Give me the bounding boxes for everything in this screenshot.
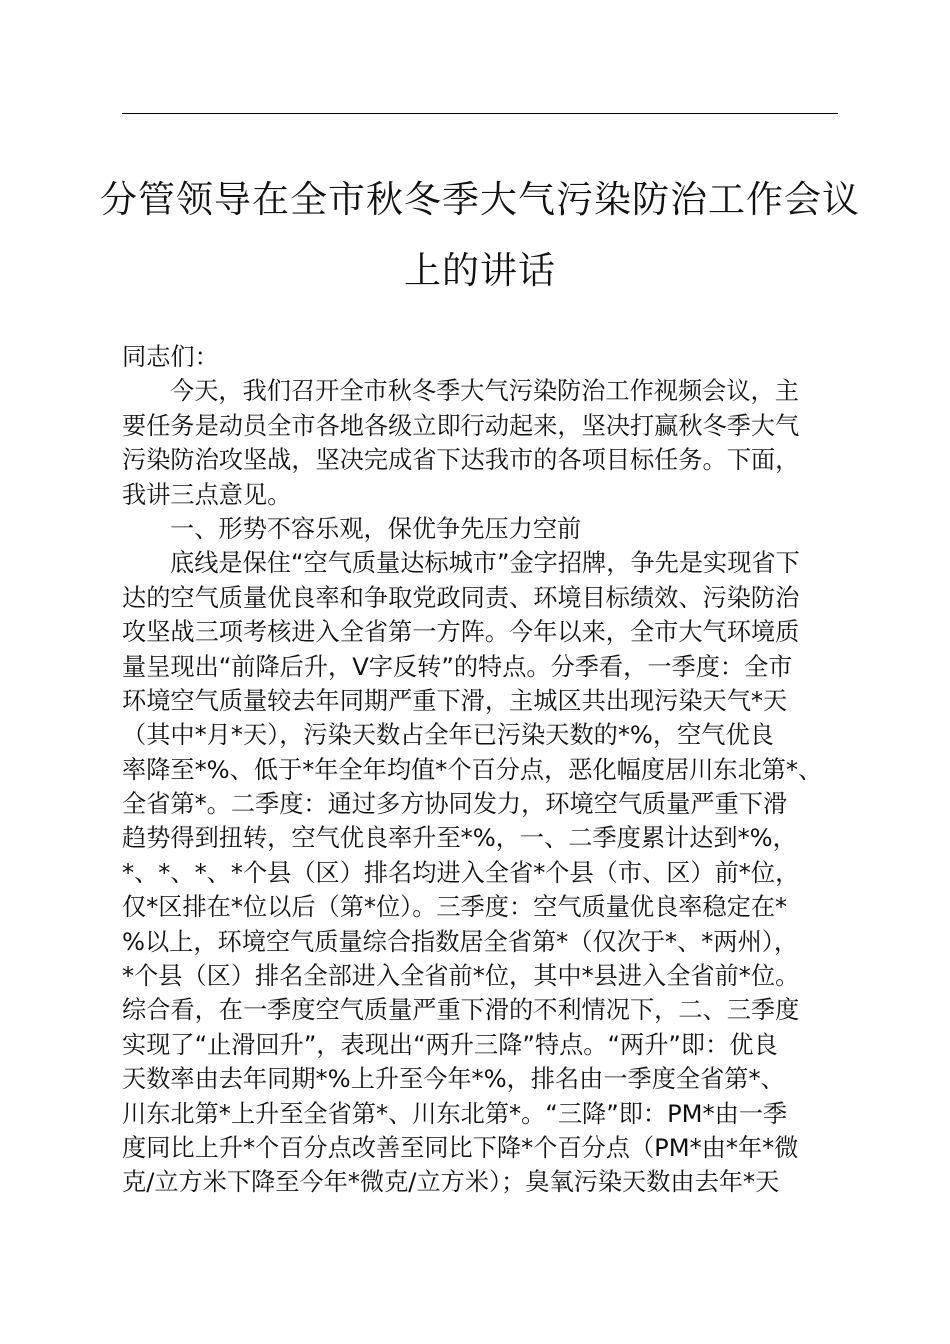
document-title-line-2: 上的讲话 [404, 249, 556, 292]
body-text-line: 量呈现出“前降后升，V字反转”的特点。分季看，一季度：全市 [122, 652, 793, 681]
body-text-line: 达的空气质量优良率和争取党政同责、环境目标绩效、污染防治 [122, 583, 800, 612]
body-text-line: 一、形势不容乐观，保优争先压力空前 [170, 514, 582, 543]
body-text-line: *个县（区）排名全部进入全省前*位，其中*县进入全省前*位。 [122, 962, 800, 991]
body-text-line: 天数率由去年同期*%上升至今年*%，排名由一季度全省第*、 [122, 1065, 785, 1094]
body-text-line: 全省第*。二季度：通过多方协同发力，环境空气质量严重下滑 [122, 790, 788, 819]
document-title-line-1: 分管领导在全市秋冬季大气污染防治工作会议 [100, 178, 860, 221]
body-text-line: 川东北第*上升至全省第*、川东北第*。“三降”即：PM*由一季 [122, 1099, 788, 1128]
body-text-line: 实现了“止滑回升”，表现出“两升三降”特点。“两升”即：优良 [122, 1030, 778, 1059]
body-text-line: 趋势得到扭转，空气优良率升至*%，一、二季度累计达到*%， [122, 824, 797, 853]
body-text-line: （其中*月*天），污染天数占全年已污染天数的*%，空气优良 [122, 721, 774, 750]
body-text-line: 今天，我们召开全市秋冬季大气污染防治工作视频会议，主 [170, 377, 799, 406]
body-text-line: %以上，环境空气质量综合指数居全省第*（仅次于*、*两州）， [122, 927, 799, 956]
salutation: 同志们： [122, 343, 219, 371]
body-text-line: 仅*区排在*位以后（第*位）。三季度：空气质量优良率稳定在* [122, 893, 788, 922]
body-text-line: *、*、*、*个县（区）排名均进入全省*个县（市、区）前*位， [122, 858, 800, 887]
document-body [122, 340, 842, 1200]
body-text-line: 攻坚战三项考核进入全省第一方阵。今年以来，全市大气环境质 [122, 618, 800, 647]
body-text-line: 要任务是动员全市各地各级立即行动起来，坚决打赢秋冬季大气 [122, 411, 800, 440]
body-text-line: 底线是保住“空气质量达标城市”金字招牌，争先是实现省下 [170, 549, 800, 578]
body-text-line: 克/立方米下降至今年*微克/立方米）；臭氧污染天数由去年*天 [122, 1168, 780, 1197]
body-text-line: 我讲三点意见。 [122, 480, 292, 509]
body-text-line: 综合看，在一季度空气质量严重下滑的不利情况下，二、三季度 [122, 996, 800, 1025]
body-text-line: 污染防治攻坚战，坚决完成省下达我市的各项目标任务。下面， [122, 446, 800, 475]
body-text-line: 率降至*%、低于*年全年均值*个百分点，恶化幅度居川东北第*、 [122, 755, 823, 784]
body-text-line: 度同比上升*个百分点改善至同比下降*个百分点（PM*由*年*微 [122, 1133, 799, 1162]
body-text-line: 环境空气质量较去年同期严重下滑，主城区共出现污染天气*天 [122, 686, 788, 715]
header-rule [122, 113, 838, 114]
